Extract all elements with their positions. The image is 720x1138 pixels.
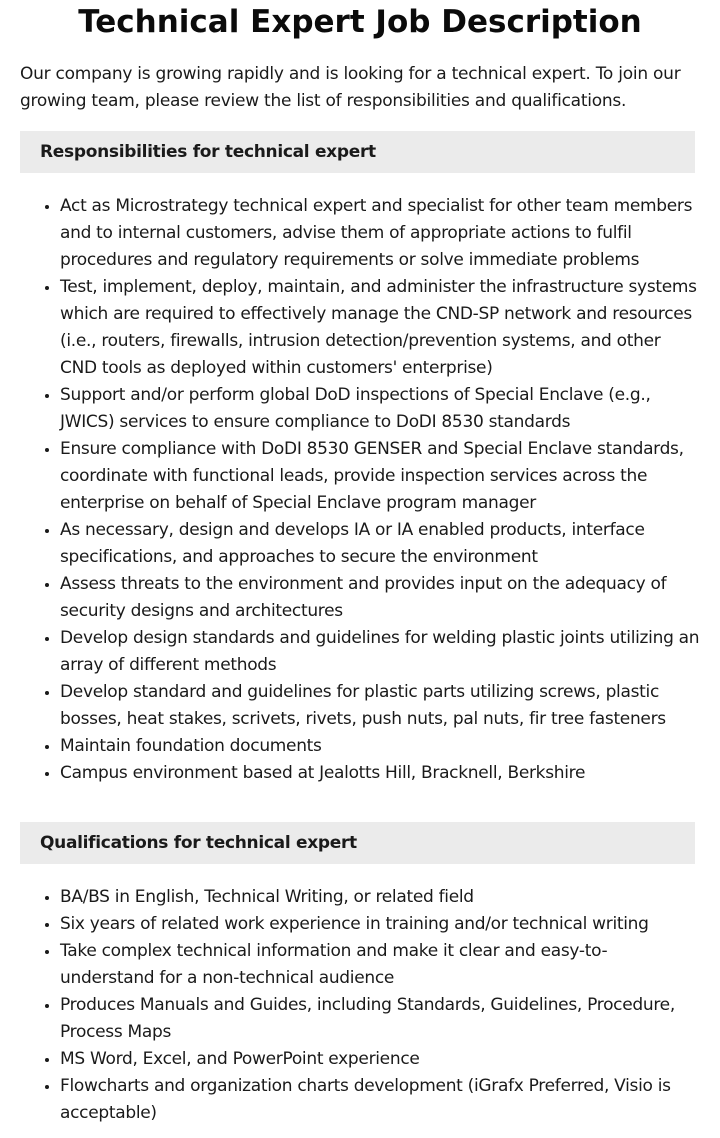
list-item: • Support and/or perform global DoD inspections of Special Enclave (e.g., JWICS) services to ensure compliance to DoDI 8530 standards	[60, 382, 700, 436]
qualifications-list	[0, 884, 700, 1127]
list-item: • Act as Microstrategy technical expert and specialist for other team members and to internal customers, advise them of appropriate actions to fulfil procedures and regulatory requirements or solve immediate problems	[60, 193, 700, 274]
responsibilities-list	[0, 193, 700, 787]
responsibilities-heading: Responsibilities for technical expert	[20, 131, 695, 173]
list-item: • As necessary, design and develops IA or IA enabled products, interface specifications, and approaches to secure the environment	[60, 517, 700, 571]
list-item: • BA/BS in English, Technical Writing, or related field	[60, 884, 700, 911]
list-item: • Ensure compliance with DoDI 8530 GENSER and Special Enclave standards, coordinate with functional leads, provide inspection services across the enterprise on behalf of Special Enclave program manager	[60, 436, 700, 517]
section-spacer	[0, 787, 720, 806]
intro-paragraph: Our company is growing rapidly and is looking for a technical expert. To join our growing team, please review the list of responsibilities and qualifications.	[20, 64, 681, 111]
list-item: • Test, implement, deploy, maintain, and administer the infrastructure systems which are required to effectively manage the CND-SP network and resources (i.e., routers, firewalls, intrusion detection/prevention systems, and other CND tools as deployed within customers' enterprise)	[60, 274, 700, 382]
page-title: Technical Expert Job Description	[78, 4, 642, 40]
list-item: • Flowcharts and organization charts development (iGrafx Preferred, Visio is acceptable)	[60, 1073, 700, 1127]
list-item: • Campus environment based at Jealotts Hill, Bracknell, Berkshire	[60, 760, 700, 787]
qualifications-heading: Qualifications for technical expert	[20, 822, 695, 864]
list-item: • Assess threats to the environment and provides input on the adequacy of security designs and architectures	[60, 571, 700, 625]
list-item: • Develop standard and guidelines for plastic parts utilizing screws, plastic bosses, heat stakes, scrivets, rivets, push nuts, pal nuts, fir tree fasteners	[60, 679, 700, 733]
list-item: • MS Word, Excel, and PowerPoint experience	[60, 1046, 700, 1073]
list-item: • Six years of related work experience in training and/or technical writing	[60, 911, 700, 938]
list-item: • Take complex technical information and make it clear and easy-to-understand for a non-technical audience	[60, 938, 700, 992]
list-item: • Maintain foundation documents	[60, 733, 700, 760]
list-item: • Produces Manuals and Guides, including Standards, Guidelines, Procedure, Process Maps	[60, 992, 700, 1046]
list-item: • Develop design standards and guidelines for welding plastic joints utilizing an array of different methods	[60, 625, 700, 679]
